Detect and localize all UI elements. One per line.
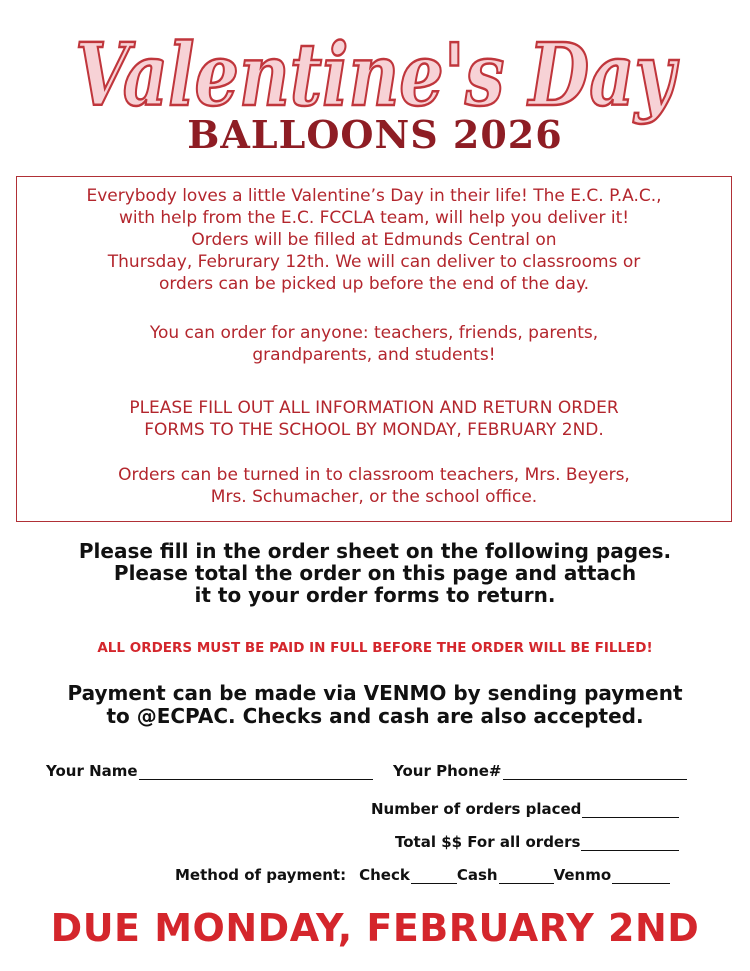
name-blank-line[interactable] <box>139 765 373 780</box>
payment-warning: ALL ORDERS MUST BE PAID IN FULL BEFORE THE ORDER WILL BE FILLED! <box>97 640 653 656</box>
balloons-subtitle: BALLOONS 2026 <box>187 112 563 157</box>
venmo-option-label: Venmo <box>553 866 612 884</box>
info-box <box>16 176 732 522</box>
info-paragraph-dropoff: Orders can be turned in to classroom teachers, Mrs. Beyers, Mrs. Schumacher, or the school office. <box>118 465 630 507</box>
orders-count-blank-line[interactable] <box>582 803 679 818</box>
total-field[interactable] <box>395 833 679 851</box>
order-instructions: Please fill in the order sheet on the following pages. Please total the order on this page and attach it to your order forms to return. <box>78 539 672 607</box>
total-label: Total $$ For all orders <box>395 833 581 851</box>
total-blank-line[interactable] <box>581 836 679 851</box>
info-paragraph-deadline: PLEASE FILL OUT ALL INFORMATION AND RETURN ORDER FORMS TO THE SCHOOL BY MONDAY, FEBRUARY 2ND. <box>129 398 619 440</box>
cash-blank-line[interactable] <box>499 869 554 884</box>
orders-count-field[interactable] <box>371 800 679 818</box>
info-paragraph-intro: Everybody loves a little Valentine’s Day in their life! The E.C. P.A.C., with help from the E.C. FCCLA team, will help you deliver it! Orders will be filled at Edmunds Central on Thursday, Februrary 12th. We will can deliver to classrooms or orders can be picked up before the end of the day. <box>86 186 662 294</box>
cash-option-label: Cash <box>456 866 498 884</box>
orders-count-label: Number of orders placed <box>371 800 582 818</box>
phone-label: Your Phone# <box>393 762 502 780</box>
due-date-banner: DUE MONDAY, FEBRUARY 2ND <box>50 906 700 950</box>
phone-field[interactable] <box>393 762 687 780</box>
payment-method-field[interactable] <box>175 866 670 884</box>
info-paragraph-recipients: You can order for anyone: teachers, friends, parents, grandparents, and students! <box>149 323 599 365</box>
check-blank-line[interactable] <box>411 869 457 884</box>
payment-method-label: Method of payment: <box>175 866 347 884</box>
payment-methods-note: Payment can be made via VENMO by sending payment to @ECPAC. Checks and cash are also accepted. <box>67 681 683 728</box>
name-field[interactable] <box>46 762 373 780</box>
title-script-text: Valentine's Day <box>75 25 680 126</box>
venmo-blank-line[interactable] <box>612 869 670 884</box>
name-label: Your Name <box>46 762 138 780</box>
phone-blank-line[interactable] <box>503 765 687 780</box>
check-option-label: Check <box>359 866 410 884</box>
